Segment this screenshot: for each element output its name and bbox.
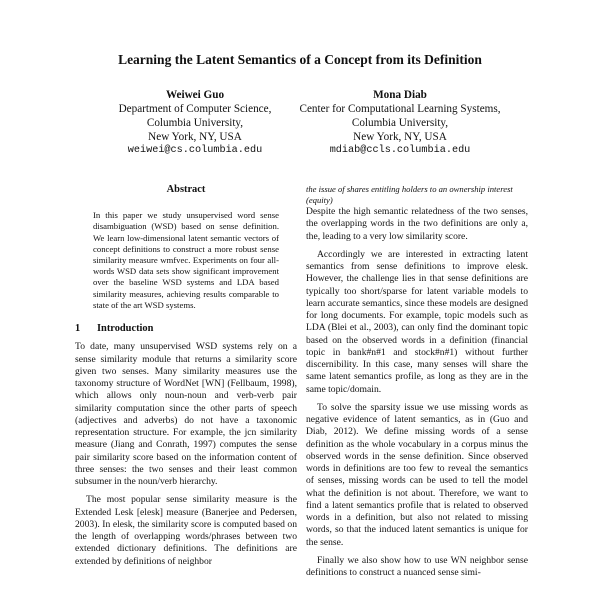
- abstract-heading: Abstract: [166, 184, 206, 195]
- body-paragraph: To solve the sparsity issue we use missing words as negative evidence of latent semantics, as in (Guo and Diab, 2012). We define missing words of a sense definition as the whole vocabulary in a corpus minus the observed words in the sense definition. Since observed words in definitions are too few to reveal the semantics of senses, missing words can be used to tell the model what the definition is not about. Therefore, we want to find a latent semantics profile that is related to observed words in a definition, but also not related to missing words, so that the induced latent semantics is unique for the sense.: [306, 401, 528, 548]
- author-block-1: [100, 88, 290, 158]
- author-affiliation-line: New York, NY, USA: [353, 131, 447, 143]
- author-name: Weiwei Guo: [165, 89, 225, 101]
- section-number: 1: [75, 323, 81, 335]
- author-affiliation-line: Columbia University,: [146, 117, 244, 129]
- author-email: weiwei@cs.columbia.edu: [127, 145, 263, 156]
- abstract-text: In this paper we study unsupervised word sense disambiguation (WSD) based on sense definition. We learn low-dimensional latent semantic vectors of concept definitions to construct a more robust sense similarity measure wmfvec. Experiments on four all-words WSD data sets show significant improvement over the baseline WSD systems and LDA based similarity measures, achieving results comparable to state of the art WSD systems.: [93, 210, 279, 310]
- abstract-body: [93, 210, 279, 311]
- author-affiliation-line: Columbia University,: [351, 117, 449, 129]
- body-paragraph: Finally we also show how to use WN neighbor sense definitions to construct a nuanced sense simi-: [306, 554, 528, 578]
- example-definition-fragment: the issue of shares entitling holders to an ownership interest (equity): [306, 184, 513, 205]
- body-paragraph: Despite the high semantic relatedness of the two senses, the overlapping words in the two definitions are only a, the, leading to a very low similarity score.: [306, 206, 528, 242]
- author-block-2: [290, 88, 510, 158]
- intro-paragraph: The most popular sense similarity measure is the Extended Lesk [elesk] measure (Banerjee and Pedersen, 2003). In elesk, the similarity score is computed based on the length of overlapping words/phrases between two extended dictionary definitions. The definitions are extended by definitions of neighbor: [75, 494, 297, 567]
- author-affiliation-line: Center for Computational Learning Systems,: [299, 103, 501, 115]
- section-title: Introduction: [97, 323, 154, 335]
- section-heading: [75, 323, 297, 335]
- author-affiliation-line: New York, NY, USA: [148, 131, 242, 143]
- right-column: [306, 184, 528, 579]
- left-column: [75, 184, 297, 568]
- intro-paragraph: To date, many unsupervised WSD systems rely on a sense similarity module that returns a similarity score given two senses. Many similarity measures use the taxonomy structure of WordNet [WN] (Fellbaum, 1998), which allows only noun-noun and verb-verb pair similarity computation since the other parts of speech (adjectives and adverbs) do not have a taxonomic representation structure. For example, the jcn similarity measure (Jiang and Conrath, 1997) computes the sense pair similarity score based on the information content of three senses: the two senses and their least common subsumer in the noun/verb hierarchy.: [75, 341, 297, 488]
- body-paragraph: Accordingly we are interested in extracting latent semantics from sense definitions to improve elesk. However, the challenge lies in that sense definitions are typically too short/sparse for latent variable models to learn accurate semantics, since these models are designed for long documents. For example, topic models such as LDA (Blei et al., 2003), can only find the dominant topic based on the observed words in a definition (financial topic in bank#n#1 and stock#n#1) without further discernibility. In this case, many senses will share the same latent semantics profile, as long as they are in the same topic/domain.: [306, 248, 528, 395]
- author-email: mdiab@ccls.columbia.edu: [329, 145, 471, 156]
- paper-title: Learning the Latent Semantics of a Concept from its Definition: [118, 52, 482, 67]
- author-affiliation-line: Department of Computer Science,: [118, 103, 272, 115]
- author-name: Mona Diab: [373, 89, 427, 101]
